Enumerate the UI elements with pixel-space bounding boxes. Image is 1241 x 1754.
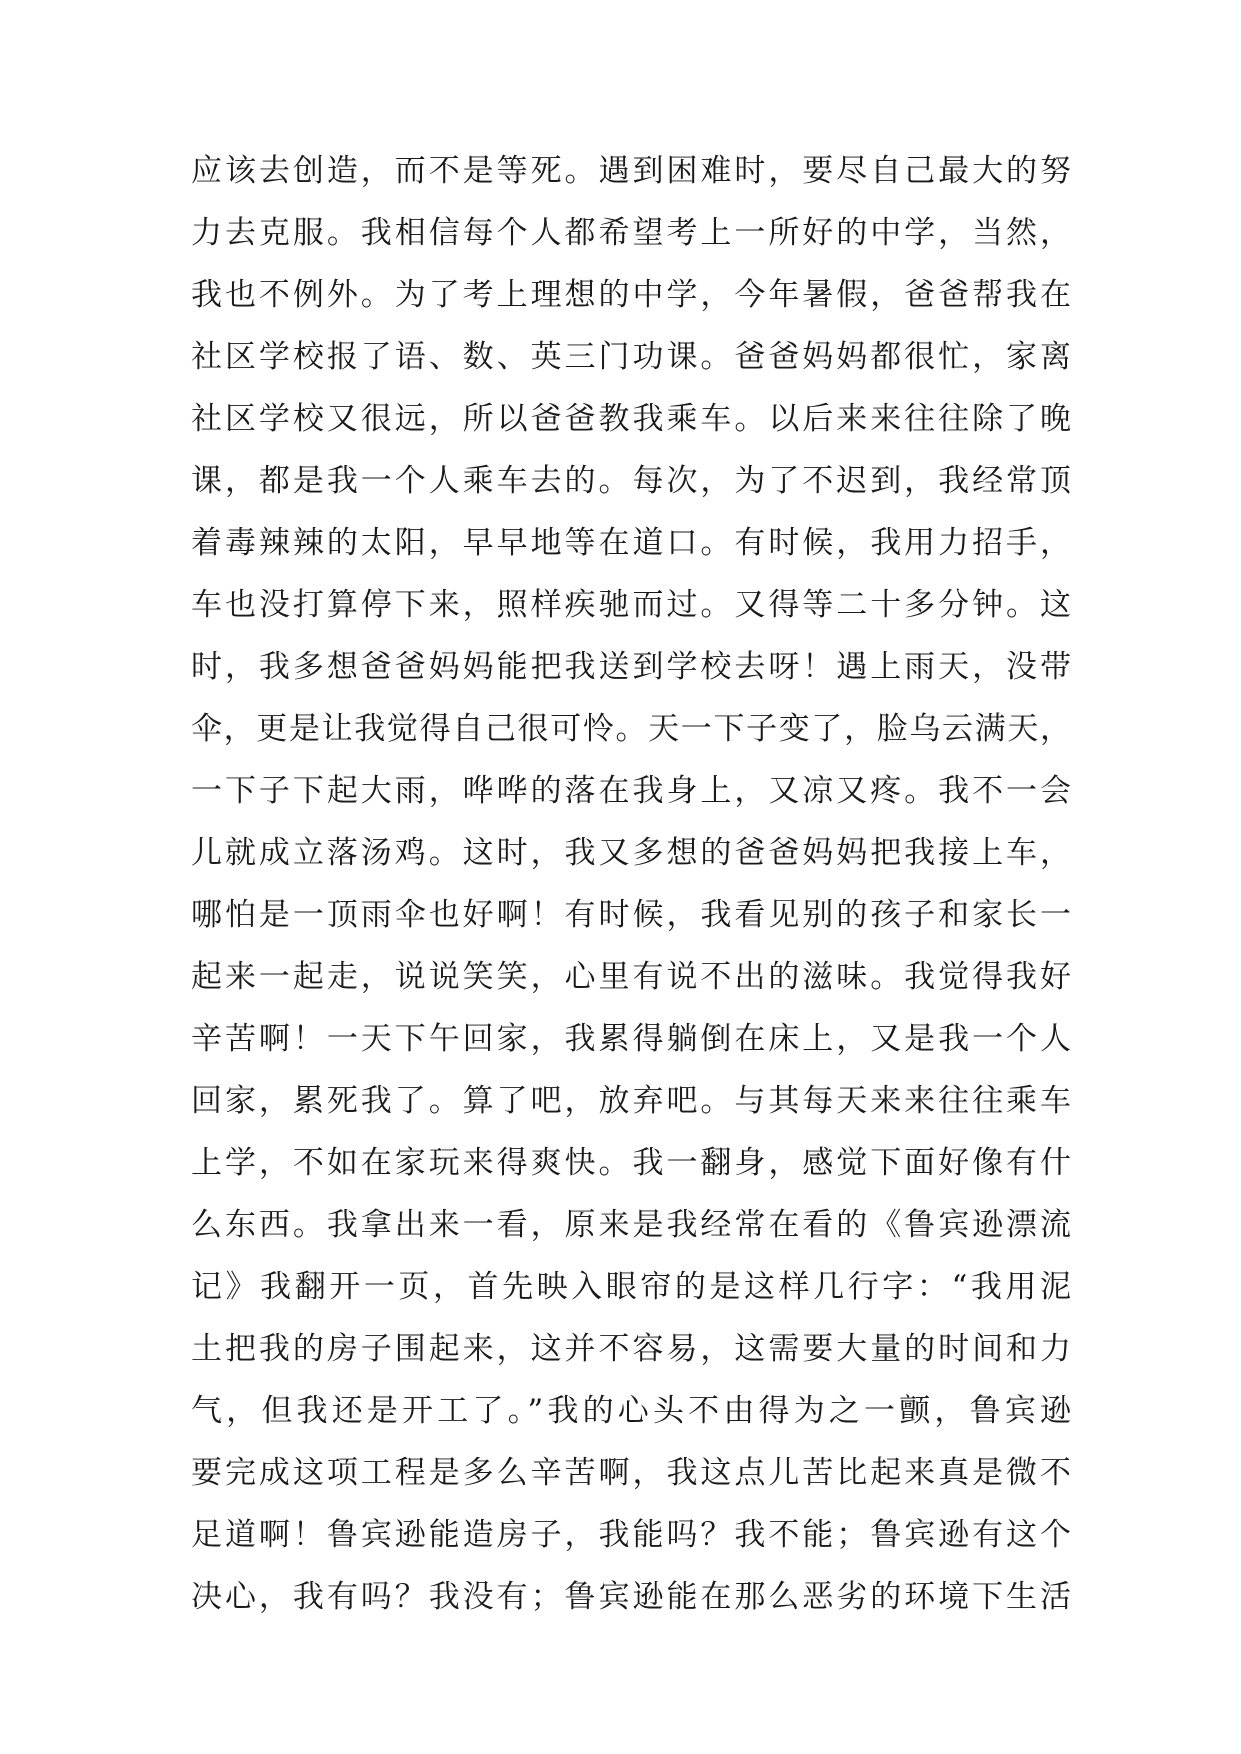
text-line: 哪怕是一顶雨伞也好啊！有时候，我看见别的孩子和家长一 bbox=[191, 897, 1071, 933]
text-line: 回家，累死我了。算了吧，放弃吧。与其每天来来往往乘车 bbox=[191, 1083, 1071, 1119]
text-line: 记》我翻开一页，首先映入眼帘的是这样几行字：“我用泥 bbox=[191, 1269, 1071, 1305]
text-line: 上学，不如在家玩来得爽快。我一翻身，感觉下面好像有什 bbox=[191, 1145, 1071, 1181]
text-line: 力去克服。我相信每个人都希望考上一所好的中学，当然， bbox=[191, 215, 1071, 251]
text-line: 一下子下起大雨，哗哗的落在我身上，又凉又疼。我不一会 bbox=[191, 773, 1071, 809]
text-line: 我也不例外。为了考上理想的中学，今年暑假，爸爸帮我在 bbox=[191, 277, 1071, 313]
text-line: 决心，我有吗？我没有；鲁宾逊能在那么恶劣的环境下生活 bbox=[191, 1579, 1071, 1615]
text-line: 足道啊！鲁宾逊能造房子，我能吗？我不能；鲁宾逊有这个 bbox=[191, 1517, 1071, 1553]
text-line: 要完成这项工程是多么辛苦啊，我这点儿苦比起来真是微不 bbox=[191, 1455, 1071, 1491]
body-text bbox=[191, 140, 1071, 1628]
text-line: 儿就成立落汤鸡。这时，我又多想的爸爸妈妈把我接上车， bbox=[191, 835, 1071, 871]
text-line: 气，但我还是开工了。”我的心头不由得为之一颤，鲁宾逊 bbox=[191, 1393, 1071, 1429]
text-line: 应该去创造，而不是等死。遇到困难时，要尽自己最大的努 bbox=[191, 153, 1071, 189]
text-line: 社区学校又很远，所以爸爸教我乘车。以后来来往往除了晚 bbox=[191, 401, 1071, 437]
text-line: 起来一起走，说说笑笑，心里有说不出的滋味。我觉得我好 bbox=[191, 959, 1071, 995]
text-line: 社区学校报了语、数、英三门功课。爸爸妈妈都很忙，家离 bbox=[191, 339, 1071, 375]
text-line: 么东西。我拿出来一看，原来是我经常在看的《鲁宾逊漂流 bbox=[191, 1207, 1071, 1243]
text-line: 着毒辣辣的太阳，早早地等在道口。有时候，我用力招手， bbox=[191, 525, 1071, 561]
text-line: 车也没打算停下来，照样疾驰而过。又得等二十多分钟。这 bbox=[191, 587, 1071, 623]
text-line: 时，我多想爸爸妈妈能把我送到学校去呀！遇上雨天，没带 bbox=[191, 649, 1071, 685]
text-line: 伞，更是让我觉得自己很可怜。天一下子变了，脸乌云满天， bbox=[191, 711, 1071, 747]
text-line: 土把我的房子围起来，这并不容易，这需要大量的时间和力 bbox=[191, 1331, 1071, 1367]
text-line: 辛苦啊！一天下午回家，我累得躺倒在床上，又是我一个人 bbox=[191, 1021, 1071, 1057]
text-line: 课，都是我一个人乘车去的。每次，为了不迟到，我经常顶 bbox=[191, 463, 1071, 499]
